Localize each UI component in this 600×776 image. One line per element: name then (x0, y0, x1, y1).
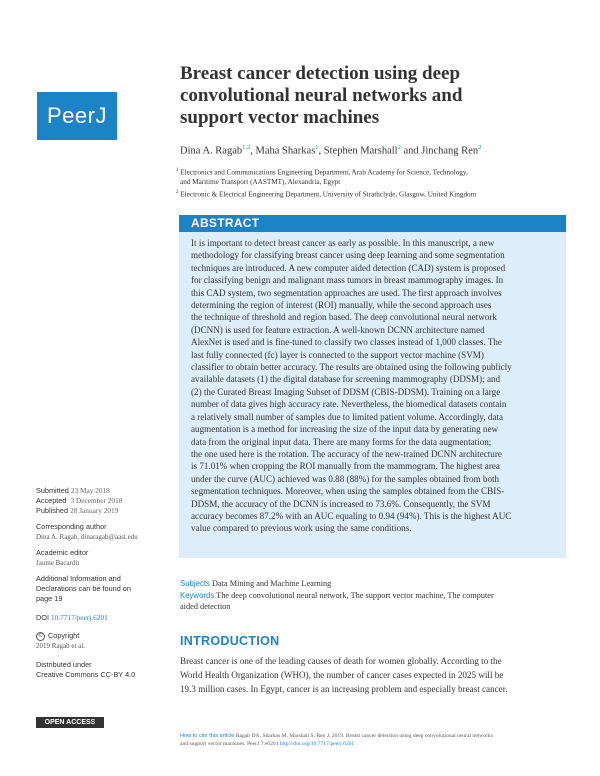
affiliation-item (176, 188, 576, 200)
academic-editor (36, 548, 171, 568)
abstract-line: segmentation techniques. Moreover, when using the samples obtained from the CBIS- (191, 486, 505, 497)
accepted-label: Accepted (36, 496, 67, 505)
cite-text-cont: and support vector machines. PeerJ 7:e6201 (180, 741, 279, 747)
abstract-line: for classifying benign and malignant mass tumors in breast mammography images. In (191, 275, 504, 286)
abstract-text (191, 237, 558, 535)
subjects-label: Subjects (180, 579, 210, 588)
abstract-line: It is important to detect breast cancer as early as possible. In this manuscript, a new (191, 238, 495, 248)
abstract-line: methodology for classifying breast cancer using deep learning and some segmentation (191, 250, 505, 261)
abstract-line: value compared to previous work using the same conditions. (191, 523, 412, 534)
addl-line: page 19 (36, 594, 63, 603)
abstract-line: is 71.01% when cropping the ROI manually from the mammogram. The highest area (191, 461, 500, 472)
intro-line: 19.3 million cases. In Egypt, cancer is an increasing problem and especially breast cancer. (180, 684, 508, 695)
cite-doi-link[interactable]: http://doi.org/10.7717/peerj.6201 (279, 741, 355, 747)
submitted-date: 23 May 2018 (70, 486, 110, 495)
logo-text: PeerJ (47, 103, 107, 128)
open-access-badge: OPEN ACCESS (36, 717, 104, 728)
keywords-value: The deep convolutional neural network, The support vector machine, The computer (216, 591, 494, 600)
affil-line: and Maritime Transport (AASTMT), Alexandria, Egypt (180, 177, 341, 186)
abstract-line: DDSM, the accuracy of the DCNN is increased to 73.6%. Consequently, the SVM (191, 498, 491, 509)
license (36, 660, 171, 680)
subjects-value[interactable]: Data Mining and Machine Learning (211, 579, 332, 588)
addl-line: Declarations can be found on (36, 584, 131, 593)
abstract-line: augmentation is a method for increasing the size of the input data by generating new (191, 424, 499, 435)
abstract-line: AlexNet is used and is fine-tuned to classify two classes instead of 1,000 classes. The (191, 337, 502, 348)
author-list (180, 144, 481, 157)
copyright-value: 2019 Ragab et al. (36, 642, 85, 650)
affiliation-item (176, 166, 576, 178)
abstract-line: number of data gives high accuracy rate. Nevertheless, the biomedical datasets contain (191, 399, 507, 410)
cite-text: Ragab DA, Sharkas M, Marshall S, Ren J. 2019. Breast cancer detection using deep convolutional neural networks (235, 733, 493, 739)
corr-label: Corresponding author (36, 522, 107, 531)
author-name[interactable]: Jinchang Ren (421, 145, 479, 157)
affiliations (176, 166, 576, 200)
title-line: support vector machines (180, 107, 380, 128)
additional-info[interactable] (36, 574, 171, 604)
submitted-label: Submitted (36, 486, 69, 495)
author-affil-sup: 1,2 (242, 144, 251, 151)
affil-line: Electronic & Electrical Engineering Department, University of Strathclyde, Glasgow, United Kingdom (180, 189, 477, 198)
history-dates (36, 486, 171, 516)
affil-line: Electronics and Communications Engineering Department, Arab Academy for Science, Technology, (180, 168, 468, 177)
title-line: convolutional neural networks and (180, 85, 463, 106)
abstract-line: last fully connected (fc) layer is connected to the support vector machine (SVM) (191, 349, 484, 360)
published-date: 28 January 2019 (70, 506, 119, 515)
abstract-line: (2) the Curated Breast Imaging Subset of DDSM (CBIS-DDSM). Training on a large (191, 386, 501, 397)
editor-label: Academic editor (36, 548, 89, 557)
author-name[interactable]: Dina A. Ragab (180, 145, 243, 157)
abstract-line: available datasets (1) the digital database for screening mammography (DDSM); and (191, 374, 501, 385)
abstract-heading: ABSTRACT (191, 216, 260, 230)
abstract-line: the technique of threshold and region based. The deep convolutional neural network (191, 312, 497, 323)
license-line: Distributed under (36, 660, 92, 669)
author-affil-sup: 2 (397, 144, 401, 151)
abstract-line: this CAD system, two segmentation approaches are used. The first approach involves (191, 287, 502, 298)
published-label: Published (36, 506, 69, 515)
abstract-line: the one used here is the rotation. The accuracy of the new-trained DCNN architecture (191, 448, 502, 459)
corresponding-author (36, 522, 171, 542)
copyright-icon: © (36, 632, 45, 641)
author-name[interactable]: Stephen Marshall (323, 145, 398, 157)
author-sep: , (250, 145, 256, 157)
cite-label: How to cite this article (180, 733, 235, 739)
abstract-line: determining the region of interest (ROI) manually, while the second approach uses (191, 300, 492, 311)
author-sep: and (400, 145, 422, 157)
subjects-line (180, 578, 331, 589)
article-title (180, 63, 560, 129)
doi-link[interactable]: 10.7717/peerj.6201 (51, 613, 108, 622)
introduction-text (180, 654, 566, 697)
abstract-line: techniques are introduced. A new computer aided detection (CAD) system is proposed (191, 262, 506, 273)
accepted-date: 3 December 2018 (70, 496, 123, 505)
abstract-line: classifier to obtain better accuracy. The results are obtained using the following publicly (191, 362, 512, 373)
title-line: Breast cancer detection using deep (180, 63, 461, 84)
peerj-logo (37, 92, 117, 140)
copyright (36, 631, 171, 651)
how-to-cite (180, 732, 566, 748)
author-name[interactable]: Maha Sharkas (255, 145, 316, 157)
keywords-label: Keywords (180, 591, 215, 600)
introduction-heading: INTRODUCTION (180, 634, 280, 648)
intro-line: World Health Organization (WHO), the number of cancer cases expected in 2025 will be (180, 670, 504, 681)
author-affil-sup: 1 (315, 144, 319, 151)
author-sep: , (318, 145, 324, 157)
intro-line: Breast cancer is one of the leading causes of death for women globally. According to the (180, 656, 502, 666)
keywords-block (180, 590, 494, 612)
copyright-label: Copyright (48, 631, 80, 640)
abstract-line: (DCNN) is used for feature extraction. A well-known DCNN architecture named (191, 324, 485, 335)
abstract-line: under the curve (AUC) achieved was 0.88 (88%) for the samples obtained from both (191, 473, 500, 484)
corr-value[interactable]: Dina A. Ragab, dinaragab@aast.edu (36, 533, 138, 541)
affiliation-item-cont (176, 178, 576, 188)
abstract-line: accuracy becomes 87.2% with an AUC equaling to 0.94 (94%). This is the highest AUC (191, 510, 512, 521)
abstract-line: a relatively small number of samples due to limited patient volume. Accordingly, data (191, 411, 504, 422)
editor-value: Jaume Bacardit (36, 559, 80, 567)
keywords-value-cont: aided detection (180, 602, 231, 611)
doi-label: DOI (36, 613, 49, 622)
license-link[interactable]: Creative Commons CC-BY 4.0 (36, 670, 136, 679)
affil-sup: 1 (176, 168, 179, 173)
author-affil-sup: 2 (478, 144, 482, 151)
abstract-line: data from the original input data. There are many forms for the data augmentation; (191, 436, 492, 447)
affil-sup: 2 (176, 189, 179, 195)
doi (36, 613, 171, 623)
addl-line: Additional Information and (36, 574, 121, 583)
